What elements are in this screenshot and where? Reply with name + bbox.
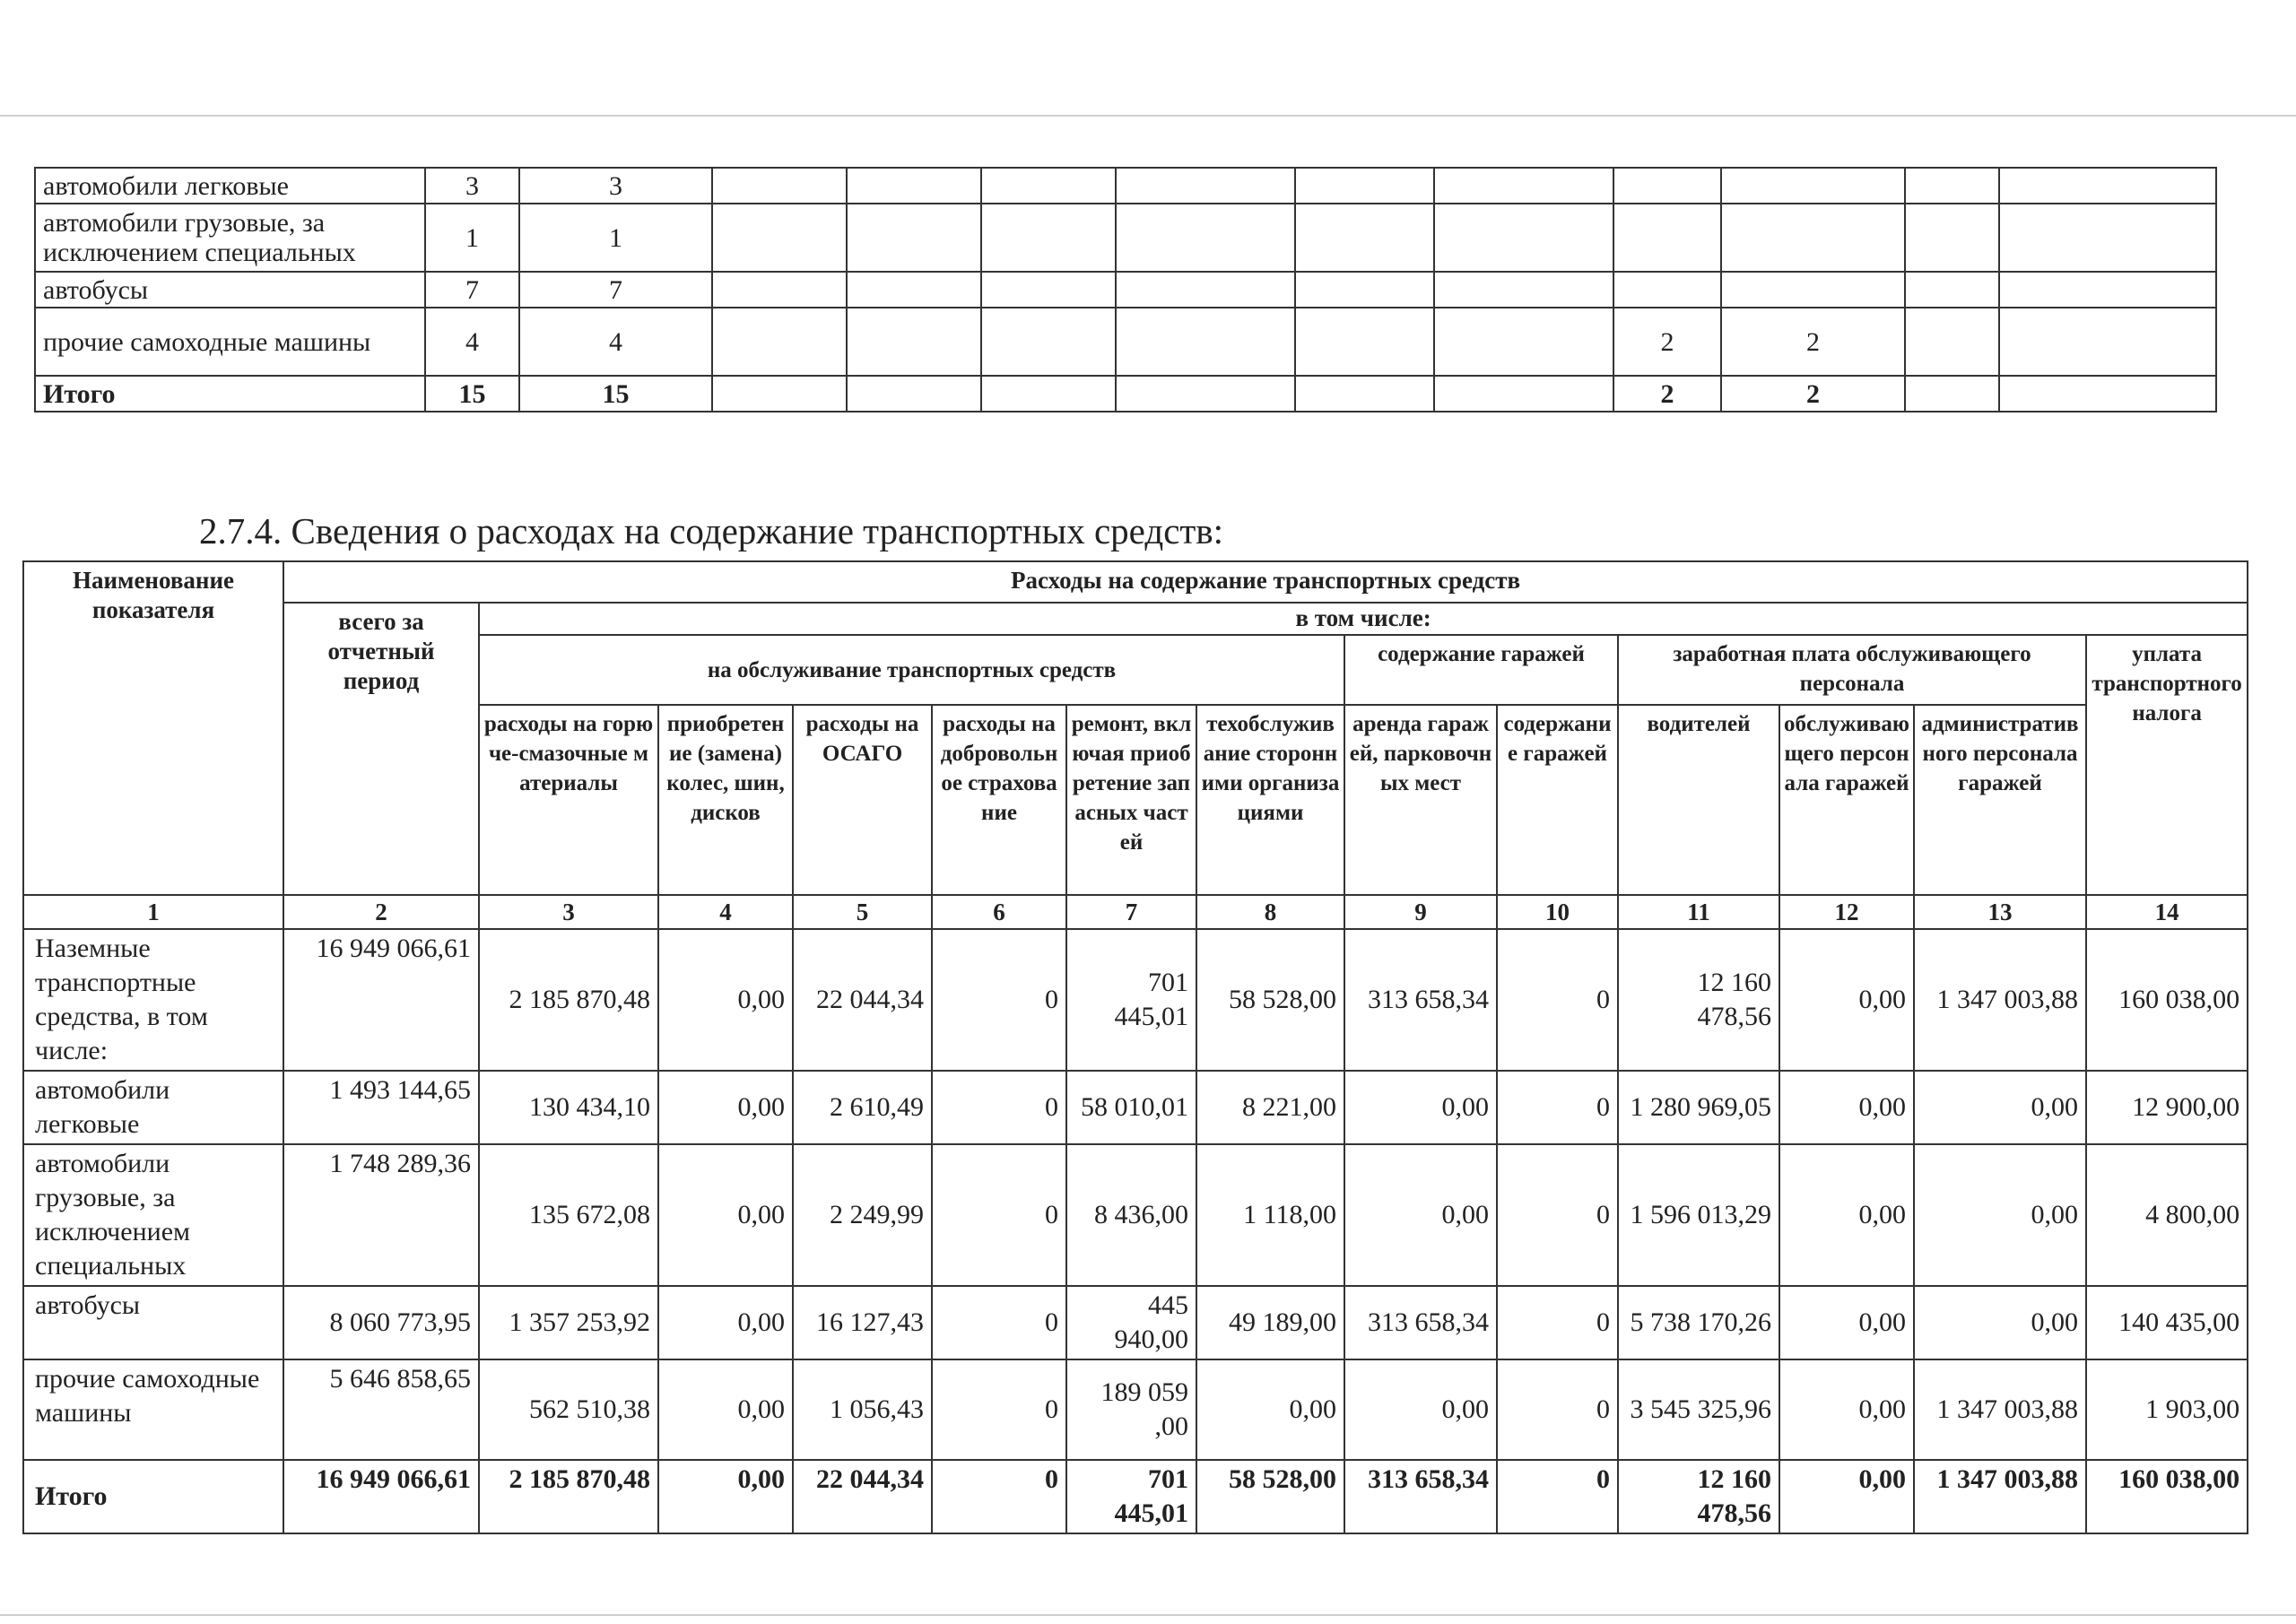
- expense-value: 0: [1497, 929, 1618, 1071]
- header-garage-staff: обслуживающего персонала гаражей: [1779, 705, 1914, 895]
- count-row: [35, 308, 2216, 376]
- header-wheels: приобретение (замена) колес, шин, дисков: [658, 705, 793, 895]
- count-cell: [847, 272, 981, 308]
- expense-value: 1 347 003,88: [1914, 1359, 2086, 1460]
- count-cell: 4: [425, 308, 519, 376]
- header-garage-upkeep: содержание гаражей: [1497, 705, 1618, 895]
- count-cell: 2: [1613, 376, 1721, 412]
- expense-value: 58 010,01: [1066, 1071, 1196, 1144]
- expense-value: 701 445,01: [1066, 1460, 1196, 1533]
- expense-value: 58 528,00: [1196, 929, 1344, 1071]
- row-label: автобусы: [35, 272, 425, 308]
- expense-value: 0,00: [1914, 1286, 2086, 1359]
- count-cell: [1905, 204, 1999, 272]
- count-cell: [1905, 168, 1999, 204]
- indicator-name: автобусы: [23, 1286, 283, 1359]
- count-cell: 2: [1721, 376, 1905, 412]
- count-cell: [712, 272, 847, 308]
- header-garages: содержание гаражей: [1344, 635, 1618, 705]
- expense-value: 0: [932, 929, 1066, 1071]
- header-rent: аренда гаражей, парковочных мест: [1344, 705, 1497, 895]
- count-cell: 1: [519, 204, 712, 272]
- expense-value: 130 434,10: [479, 1071, 658, 1144]
- count-cell: [1613, 204, 1721, 272]
- expense-value: 2 249,99: [793, 1144, 932, 1286]
- row-label: Итого: [35, 376, 425, 412]
- expense-value: 0,00: [1914, 1144, 2086, 1286]
- expense-value: 8 221,00: [1196, 1071, 1344, 1144]
- expense-value: 12 900,00: [2086, 1071, 2248, 1144]
- expense-row: [23, 1144, 2248, 1286]
- header-drivers: водителей: [1618, 705, 1779, 895]
- expense-value: 16 127,43: [793, 1286, 932, 1359]
- expense-value: 1 347 003,88: [1914, 929, 2086, 1071]
- count-cell: [1434, 308, 1613, 376]
- header-indicator-name: Наименование показателя: [23, 561, 283, 895]
- column-number: 10: [1497, 895, 1618, 929]
- expense-value: 0,00: [1344, 1359, 1497, 1460]
- expense-value: 0,00: [658, 1460, 793, 1533]
- indicator-name: прочие самоходные машины: [23, 1359, 283, 1460]
- expense-value: 0: [1497, 1071, 1618, 1144]
- column-number: 1: [23, 895, 283, 929]
- expense-value: 701 445,01: [1066, 929, 1196, 1071]
- indicator-name: Итого: [23, 1460, 283, 1533]
- expense-value: 189 059 ,00: [1066, 1359, 1196, 1460]
- expense-value: 16 949 066,61: [283, 1460, 479, 1533]
- header-expenses: Расходы на содержание транспортных средств: [283, 561, 2248, 603]
- count-cell: [1116, 204, 1295, 272]
- count-cell: [1295, 204, 1434, 272]
- count-cell: [1434, 376, 1613, 412]
- column-number: 12: [1779, 895, 1914, 929]
- expense-value: 135 672,08: [479, 1144, 658, 1286]
- count-cell: [1116, 308, 1295, 376]
- expense-row: [23, 1460, 2248, 1533]
- expense-value: 0,00: [1779, 929, 1914, 1071]
- section-heading: 2.7.4. Сведения о расходах на содержание транспортных средств:: [199, 510, 1224, 551]
- expense-value: 0,00: [658, 1071, 793, 1144]
- expense-value: 1 056,43: [793, 1359, 932, 1460]
- expense-value: 0,00: [1779, 1359, 1914, 1460]
- expense-value: 0: [932, 1286, 1066, 1359]
- count-cell: [712, 308, 847, 376]
- expense-value: 313 658,34: [1344, 929, 1497, 1071]
- expense-value: 3 545 325,96: [1618, 1359, 1779, 1460]
- expense-value: 4 800,00: [2086, 1144, 2248, 1286]
- column-number: 4: [658, 895, 793, 929]
- count-cell: [1999, 376, 2216, 412]
- expense-value: 2 185 870,48: [479, 1460, 658, 1533]
- expense-value: 0,00: [1196, 1359, 1344, 1460]
- count-cell: 15: [425, 376, 519, 412]
- expense-value: 5 646 858,65: [283, 1359, 479, 1460]
- expense-value: 49 189,00: [1196, 1286, 1344, 1359]
- count-cell: [847, 376, 981, 412]
- count-cell: [847, 204, 981, 272]
- count-cell: [1116, 376, 1295, 412]
- expense-value: 0,00: [658, 929, 793, 1071]
- expense-value: 0,00: [1779, 1144, 1914, 1286]
- expense-value: 1 280 969,05: [1618, 1071, 1779, 1144]
- count-cell: [1434, 168, 1613, 204]
- expense-value: 562 510,38: [479, 1359, 658, 1460]
- indicator-name: Наземные транспортные средства, в том числе:: [23, 929, 283, 1071]
- count-row: [35, 376, 2216, 412]
- count-cell: 3: [519, 168, 712, 204]
- expense-value: 0,00: [1344, 1071, 1497, 1144]
- count-cell: [981, 376, 1116, 412]
- count-cell: [1295, 272, 1434, 308]
- expense-value: 22 044,34: [793, 1460, 932, 1533]
- row-label: автомобили грузовые, за исключением специальных: [35, 204, 425, 272]
- row-label: прочие самоходные машины: [35, 308, 425, 376]
- header-salary: заработная плата обслуживающего персонала: [1618, 635, 2086, 705]
- column-number: 9: [1344, 895, 1497, 929]
- expense-value: 0,00: [1344, 1144, 1497, 1286]
- count-cell: 7: [519, 272, 712, 308]
- header-tax: уплата транспортного налога: [2086, 635, 2248, 895]
- expense-value: 0: [932, 1144, 1066, 1286]
- count-cell: [1295, 308, 1434, 376]
- expense-row: [23, 1359, 2248, 1460]
- count-cell: [1613, 272, 1721, 308]
- expense-value: 140 435,00: [2086, 1286, 2248, 1359]
- count-cell: 4: [519, 308, 712, 376]
- count-cell: [1999, 204, 2216, 272]
- scan-edge-bottom: [0, 1614, 2296, 1616]
- count-cell: [1905, 376, 1999, 412]
- count-cell: [1999, 308, 2216, 376]
- expense-value: 0: [932, 1359, 1066, 1460]
- count-cell: [712, 376, 847, 412]
- count-cell: [1613, 168, 1721, 204]
- count-row: [35, 168, 2216, 204]
- count-cell: [847, 308, 981, 376]
- expense-value: 0: [932, 1071, 1066, 1144]
- count-cell: [981, 308, 1116, 376]
- indicator-name: автомобили грузовые, за исключением специальных: [23, 1144, 283, 1286]
- expense-value: 0,00: [658, 1359, 793, 1460]
- expense-value: 0: [1497, 1359, 1618, 1460]
- indicator-name: автомобили легковые: [23, 1071, 283, 1144]
- expense-value: 12 160 478,56: [1618, 929, 1779, 1071]
- expense-value: 1 596 013,29: [1618, 1144, 1779, 1286]
- expense-value: 445 940,00: [1066, 1286, 1196, 1359]
- expense-value: 0: [932, 1460, 1066, 1533]
- expense-value: 5 738 170,26: [1618, 1286, 1779, 1359]
- expense-value: 313 658,34: [1344, 1286, 1497, 1359]
- count-cell: [981, 272, 1116, 308]
- column-number: 14: [2086, 895, 2248, 929]
- expense-value: 0,00: [1779, 1286, 1914, 1359]
- count-cell: [1116, 272, 1295, 308]
- count-cell: [1999, 168, 2216, 204]
- count-cell: [712, 204, 847, 272]
- header-repair: ремонт, включая приобретение запасных частей: [1066, 705, 1196, 895]
- count-cell: [1434, 272, 1613, 308]
- count-cell: [847, 168, 981, 204]
- expense-row: [23, 1286, 2248, 1359]
- count-cell: [712, 168, 847, 204]
- expense-value: 0,00: [658, 1144, 793, 1286]
- count-cell: [1721, 272, 1905, 308]
- expense-value: 0,00: [1779, 1460, 1914, 1533]
- count-cell: [981, 204, 1116, 272]
- header-total-period: всего за отчетный период: [283, 603, 479, 895]
- column-number: 7: [1066, 895, 1196, 929]
- header-voluntary: расходы на добровольное страхование: [932, 705, 1066, 895]
- count-cell: 2: [1613, 308, 1721, 376]
- expense-value: 313 658,34: [1344, 1460, 1497, 1533]
- header-osago: расходы на ОСАГО: [793, 705, 932, 895]
- count-cell: [981, 168, 1116, 204]
- expense-value: 1 357 253,92: [479, 1286, 658, 1359]
- expense-value: 58 528,00: [1196, 1460, 1344, 1533]
- count-cell: 15: [519, 376, 712, 412]
- expense-value: 0: [1497, 1286, 1618, 1359]
- expense-value: 0,00: [658, 1286, 793, 1359]
- expense-value: 2 610,49: [793, 1071, 932, 1144]
- count-cell: 7: [425, 272, 519, 308]
- count-row: [35, 204, 2216, 272]
- column-number: 11: [1618, 895, 1779, 929]
- column-number: 2: [283, 895, 479, 929]
- column-number: 13: [1914, 895, 2086, 929]
- count-cell: 1: [425, 204, 519, 272]
- expense-value: 12 160 478,56: [1618, 1460, 1779, 1533]
- header-third-party: техобслуживание сторонними организациями: [1196, 705, 1344, 895]
- header-admin-staff: административного персонала гаражей: [1914, 705, 2086, 895]
- row-label: автомобили легковые: [35, 168, 425, 204]
- column-number: 3: [479, 895, 658, 929]
- expense-row: [23, 929, 2248, 1071]
- column-number: 6: [932, 895, 1066, 929]
- count-row: [35, 272, 2216, 308]
- expense-value: 1 347 003,88: [1914, 1460, 2086, 1533]
- count-cell: [1721, 168, 1905, 204]
- expense-value: 2 185 870,48: [479, 929, 658, 1071]
- expense-value: 1 748 289,36: [283, 1144, 479, 1286]
- vehicle-expenses-table: [22, 560, 2248, 1534]
- expense-value: 0: [1497, 1144, 1618, 1286]
- expense-value: 1 903,00: [2086, 1359, 2248, 1460]
- column-number: 5: [793, 895, 932, 929]
- expense-value: 160 038,00: [2086, 929, 2248, 1071]
- header-fuel: расходы на горюче-смазочные материалы: [479, 705, 658, 895]
- vehicle-count-table: [34, 167, 2217, 413]
- count-cell: [1999, 272, 2216, 308]
- scan-edge-top: [0, 115, 2296, 117]
- count-cell: 2: [1721, 308, 1905, 376]
- count-cell: [1116, 168, 1295, 204]
- expense-value: 0: [1497, 1460, 1618, 1533]
- column-number: 8: [1196, 895, 1344, 929]
- expense-value: 22 044,34: [793, 929, 932, 1071]
- expense-value: 8 060 773,95: [283, 1286, 479, 1359]
- count-cell: [1295, 376, 1434, 412]
- expense-value: 16 949 066,61: [283, 929, 479, 1071]
- header-service: на обслуживание транспортных средств: [479, 635, 1344, 705]
- expense-value: 1 118,00: [1196, 1144, 1344, 1286]
- count-cell: [1905, 272, 1999, 308]
- expense-row: [23, 1071, 2248, 1144]
- header-including: в том числе:: [479, 603, 2248, 635]
- expense-value: 160 038,00: [2086, 1460, 2248, 1533]
- count-cell: [1434, 204, 1613, 272]
- count-cell: [1721, 204, 1905, 272]
- count-cell: [1905, 308, 1999, 376]
- expense-value: 1 493 144,65: [283, 1071, 479, 1144]
- count-cell: 3: [425, 168, 519, 204]
- expense-value: 0,00: [1779, 1071, 1914, 1144]
- count-cell: [1295, 168, 1434, 204]
- expense-value: 0,00: [1914, 1071, 2086, 1144]
- expense-value: 8 436,00: [1066, 1144, 1196, 1286]
